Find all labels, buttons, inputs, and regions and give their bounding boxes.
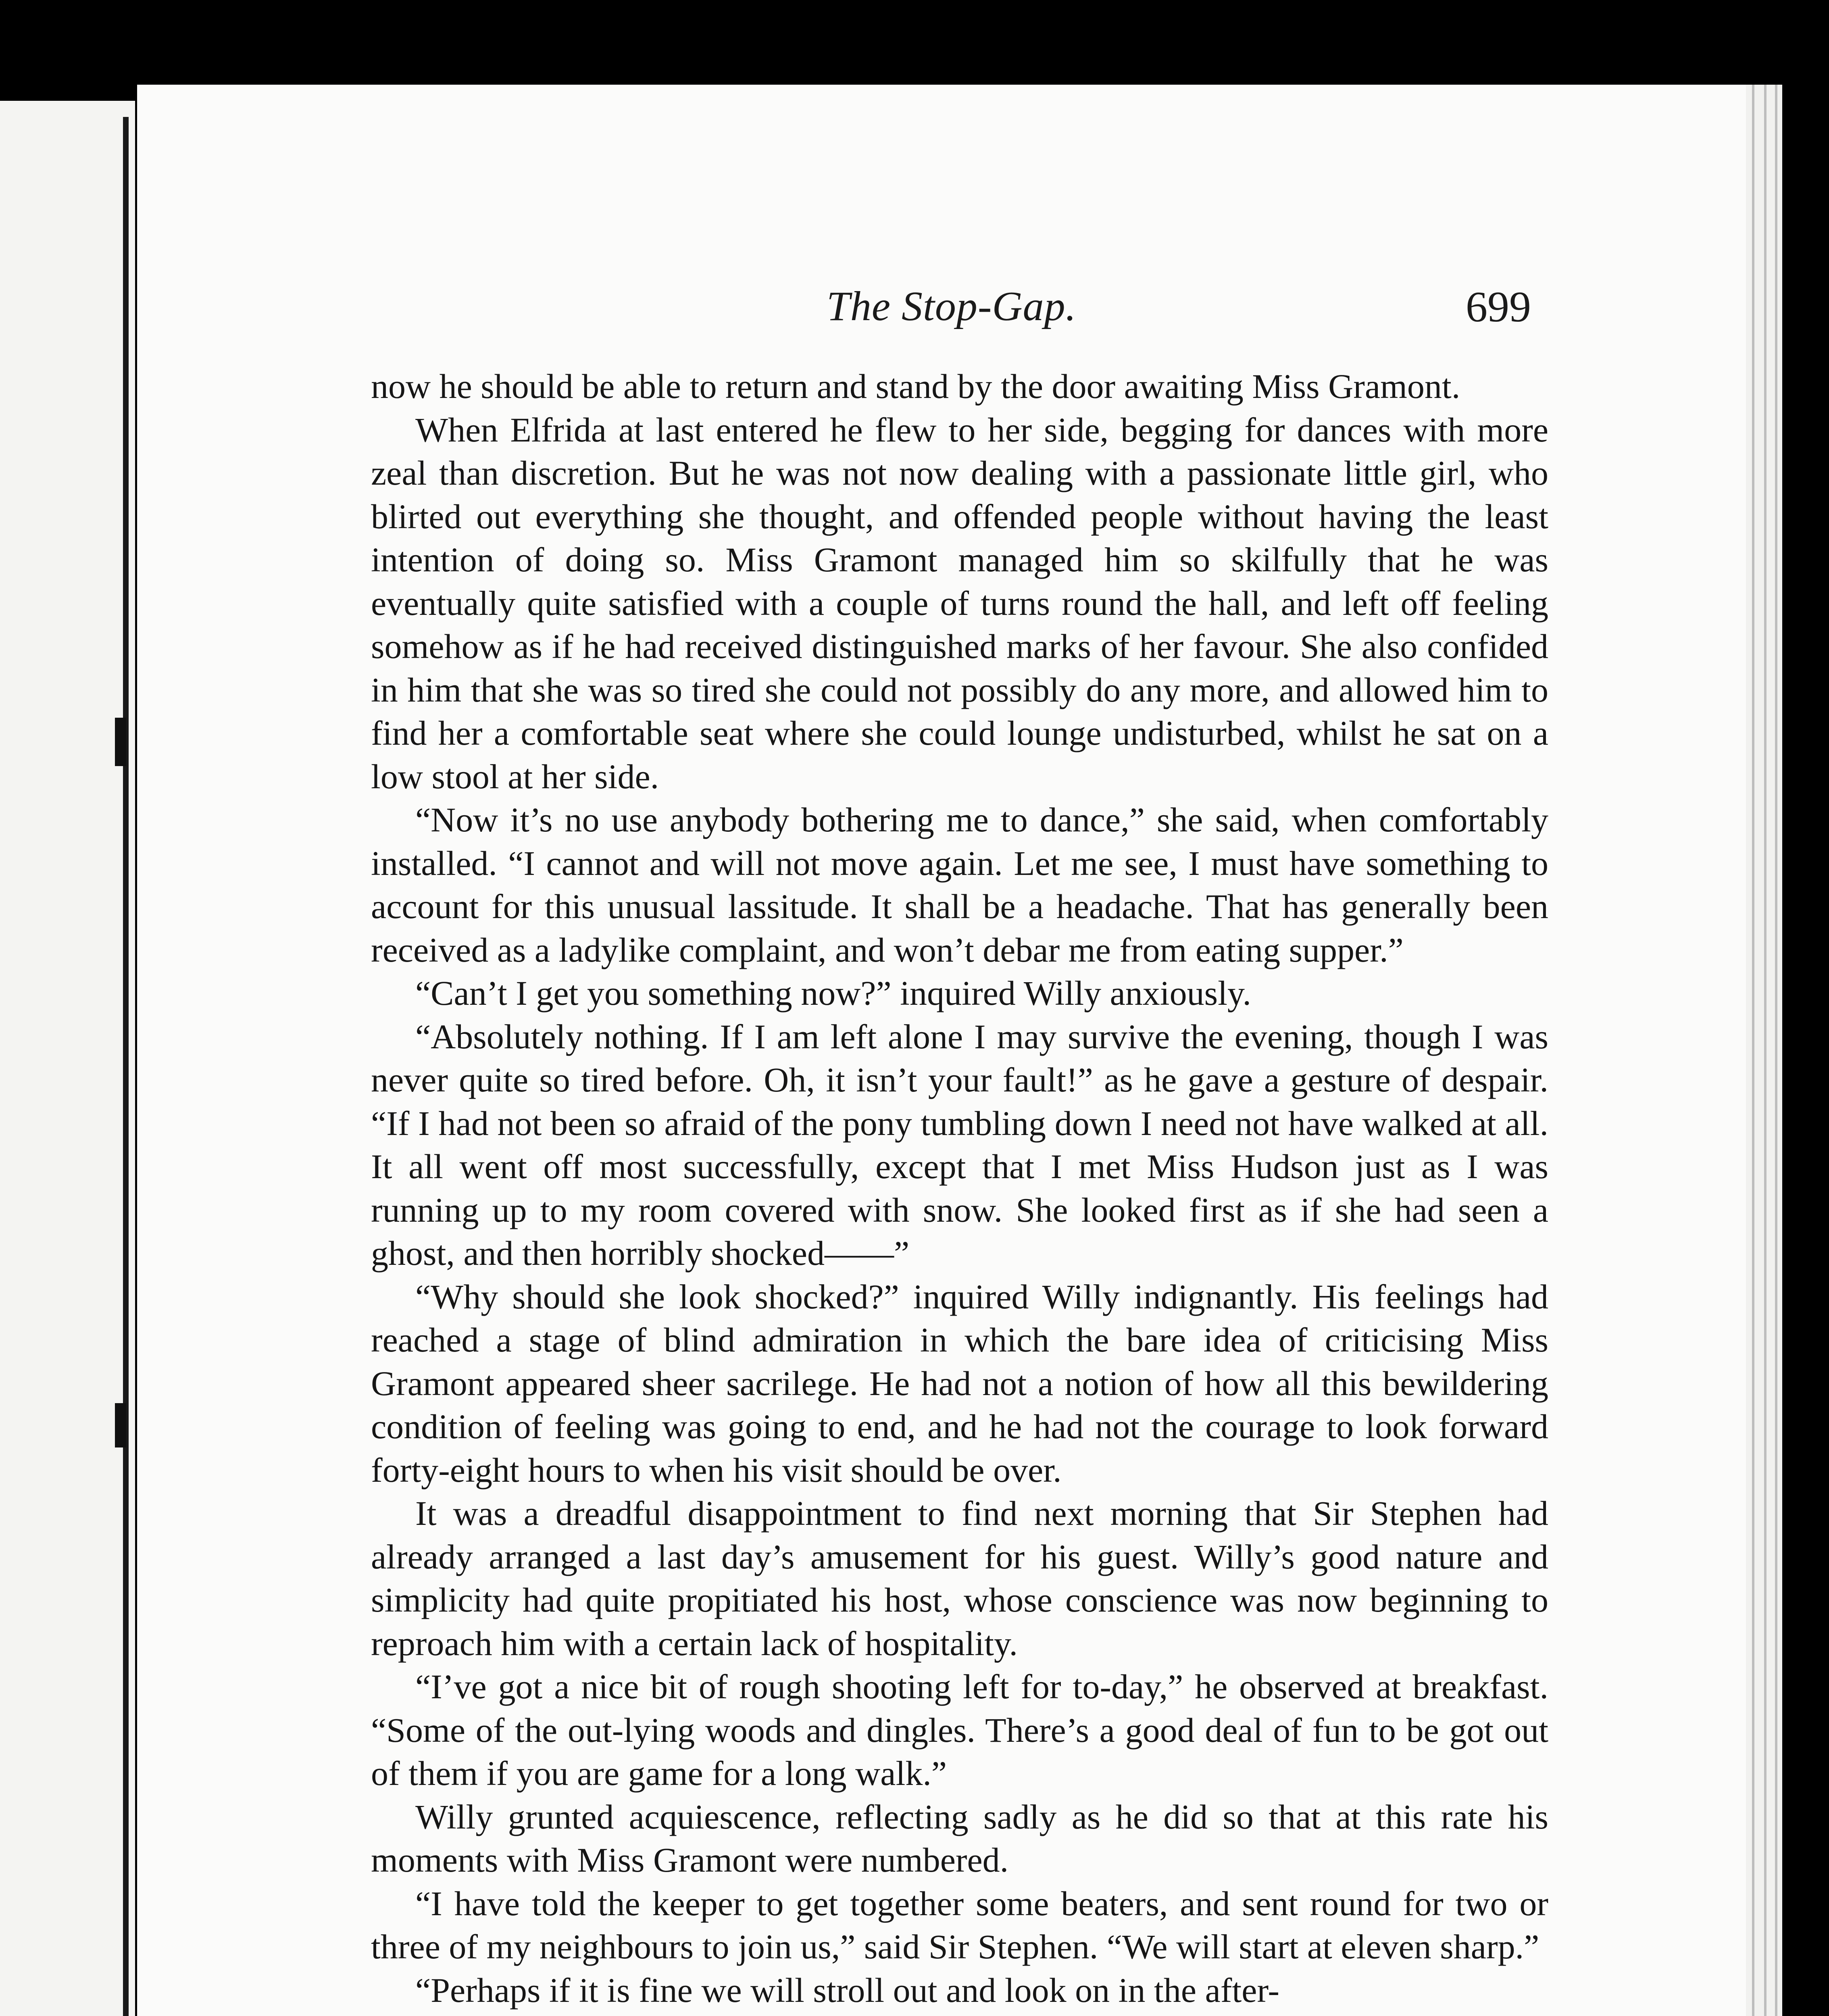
paragraph: “Now it’s no use anybody bothering me to dance,” she said, when comfortably installed. “I cannot and will not move again. Let me see, I must have something to account for this unusual lassitude. It shall be a headache. That has generally been received as a ladylike complaint, and won’t debar me from eating supper.” [371,800,1548,969]
page-number: 699 [1466,283,1531,331]
body-text [371,365,1548,2012]
paragraph: It was a dreadful disappointment to find next morning that Sir Stephen had already arranged a last day’s amusement for his guest. Willy’s good nature and simplicity had quite propitiated his host, whose conscience was now beginning to reproach him with a certain lack of hospitality. [371,1494,1548,1663]
paragraph: “Perhaps if it is fine we will stroll out and look on in the after- [415,1970,1280,2010]
paragraph: Willy grunted acquiescence, reflecting sadly as he did so that at this rate his moments with Miss Gramont were numbered. [371,1797,1548,1879]
page-edge-line [1752,85,1754,2016]
previous-page-edge [0,101,135,2016]
paragraph: When Elfrida at last entered he flew to her side, begging for dances with more zeal than discretion. But he was not now dealing with a passionate little girl, who blirted out everything she thought, and offended people without having the least intention of doing so. Miss Gramont managed him so skilfully that he was eventually quite satisfied with a couple of turns round the hall, and left off feeling somehow as if he had received distinguished marks of her favour. She also confided in him that she was so tired she could not possibly do any more, and allowed him to find her a comfortable seat where she could lounge undisturbed, whilst he sat on a low stool at her side. [371,410,1548,796]
paragraph: “I’ve got a nice bit of rough shooting left for to-day,” he observed at breakfast. “Some of the out-lying woods and dingles. There’s a good deal of fun to be got out of them if you are game for a long walk.” [371,1667,1548,1793]
binding-mark [115,1403,126,1447]
binding-mark [115,718,126,766]
binding-shadow [123,117,129,2016]
paragraph: now he should be able to return and stand by the door awaiting Miss Gramont. [371,367,1460,406]
page-edge-line [1775,85,1777,2016]
paragraph: “Can’t I get you something now?” inquired Willy anxiously. [415,974,1251,1012]
paragraph: “Absolutely nothing. If I am left alone I may survive the evening, though I was never quite so tired before. Oh, it isn’t your fault!” as he gave a gesture of despair. “If I had not been so afraid of the pony tumbling down I need not have walked at all. It all went off most successfully, except that I met Miss Hudson just as I was running up to my room covered with snow. She looked first as if she had seen a ghost, and then horribly shocked——” [371,1017,1548,1272]
running-head: The Stop-Gap. [827,283,1077,329]
paragraph: “I have told the keeper to get together some beaters, and sent round for two or three of my neighbours to join us,” said Sir Stephen. “We will start at eleven sharp.” [371,1884,1548,1966]
paragraph: “Why should she look shocked?” inquired Willy indignantly. His feelings had reached a stage of blind admiration in which the bare idea of criticising Miss Gramont appeared sheer sacrilege. He had not a notion of how all this bewildering condition of feeling was going to end, and he had not the courage to look forward forty-eight hours to when his visit should be over. [371,1277,1548,1489]
page-edge-line [1764,85,1767,2016]
